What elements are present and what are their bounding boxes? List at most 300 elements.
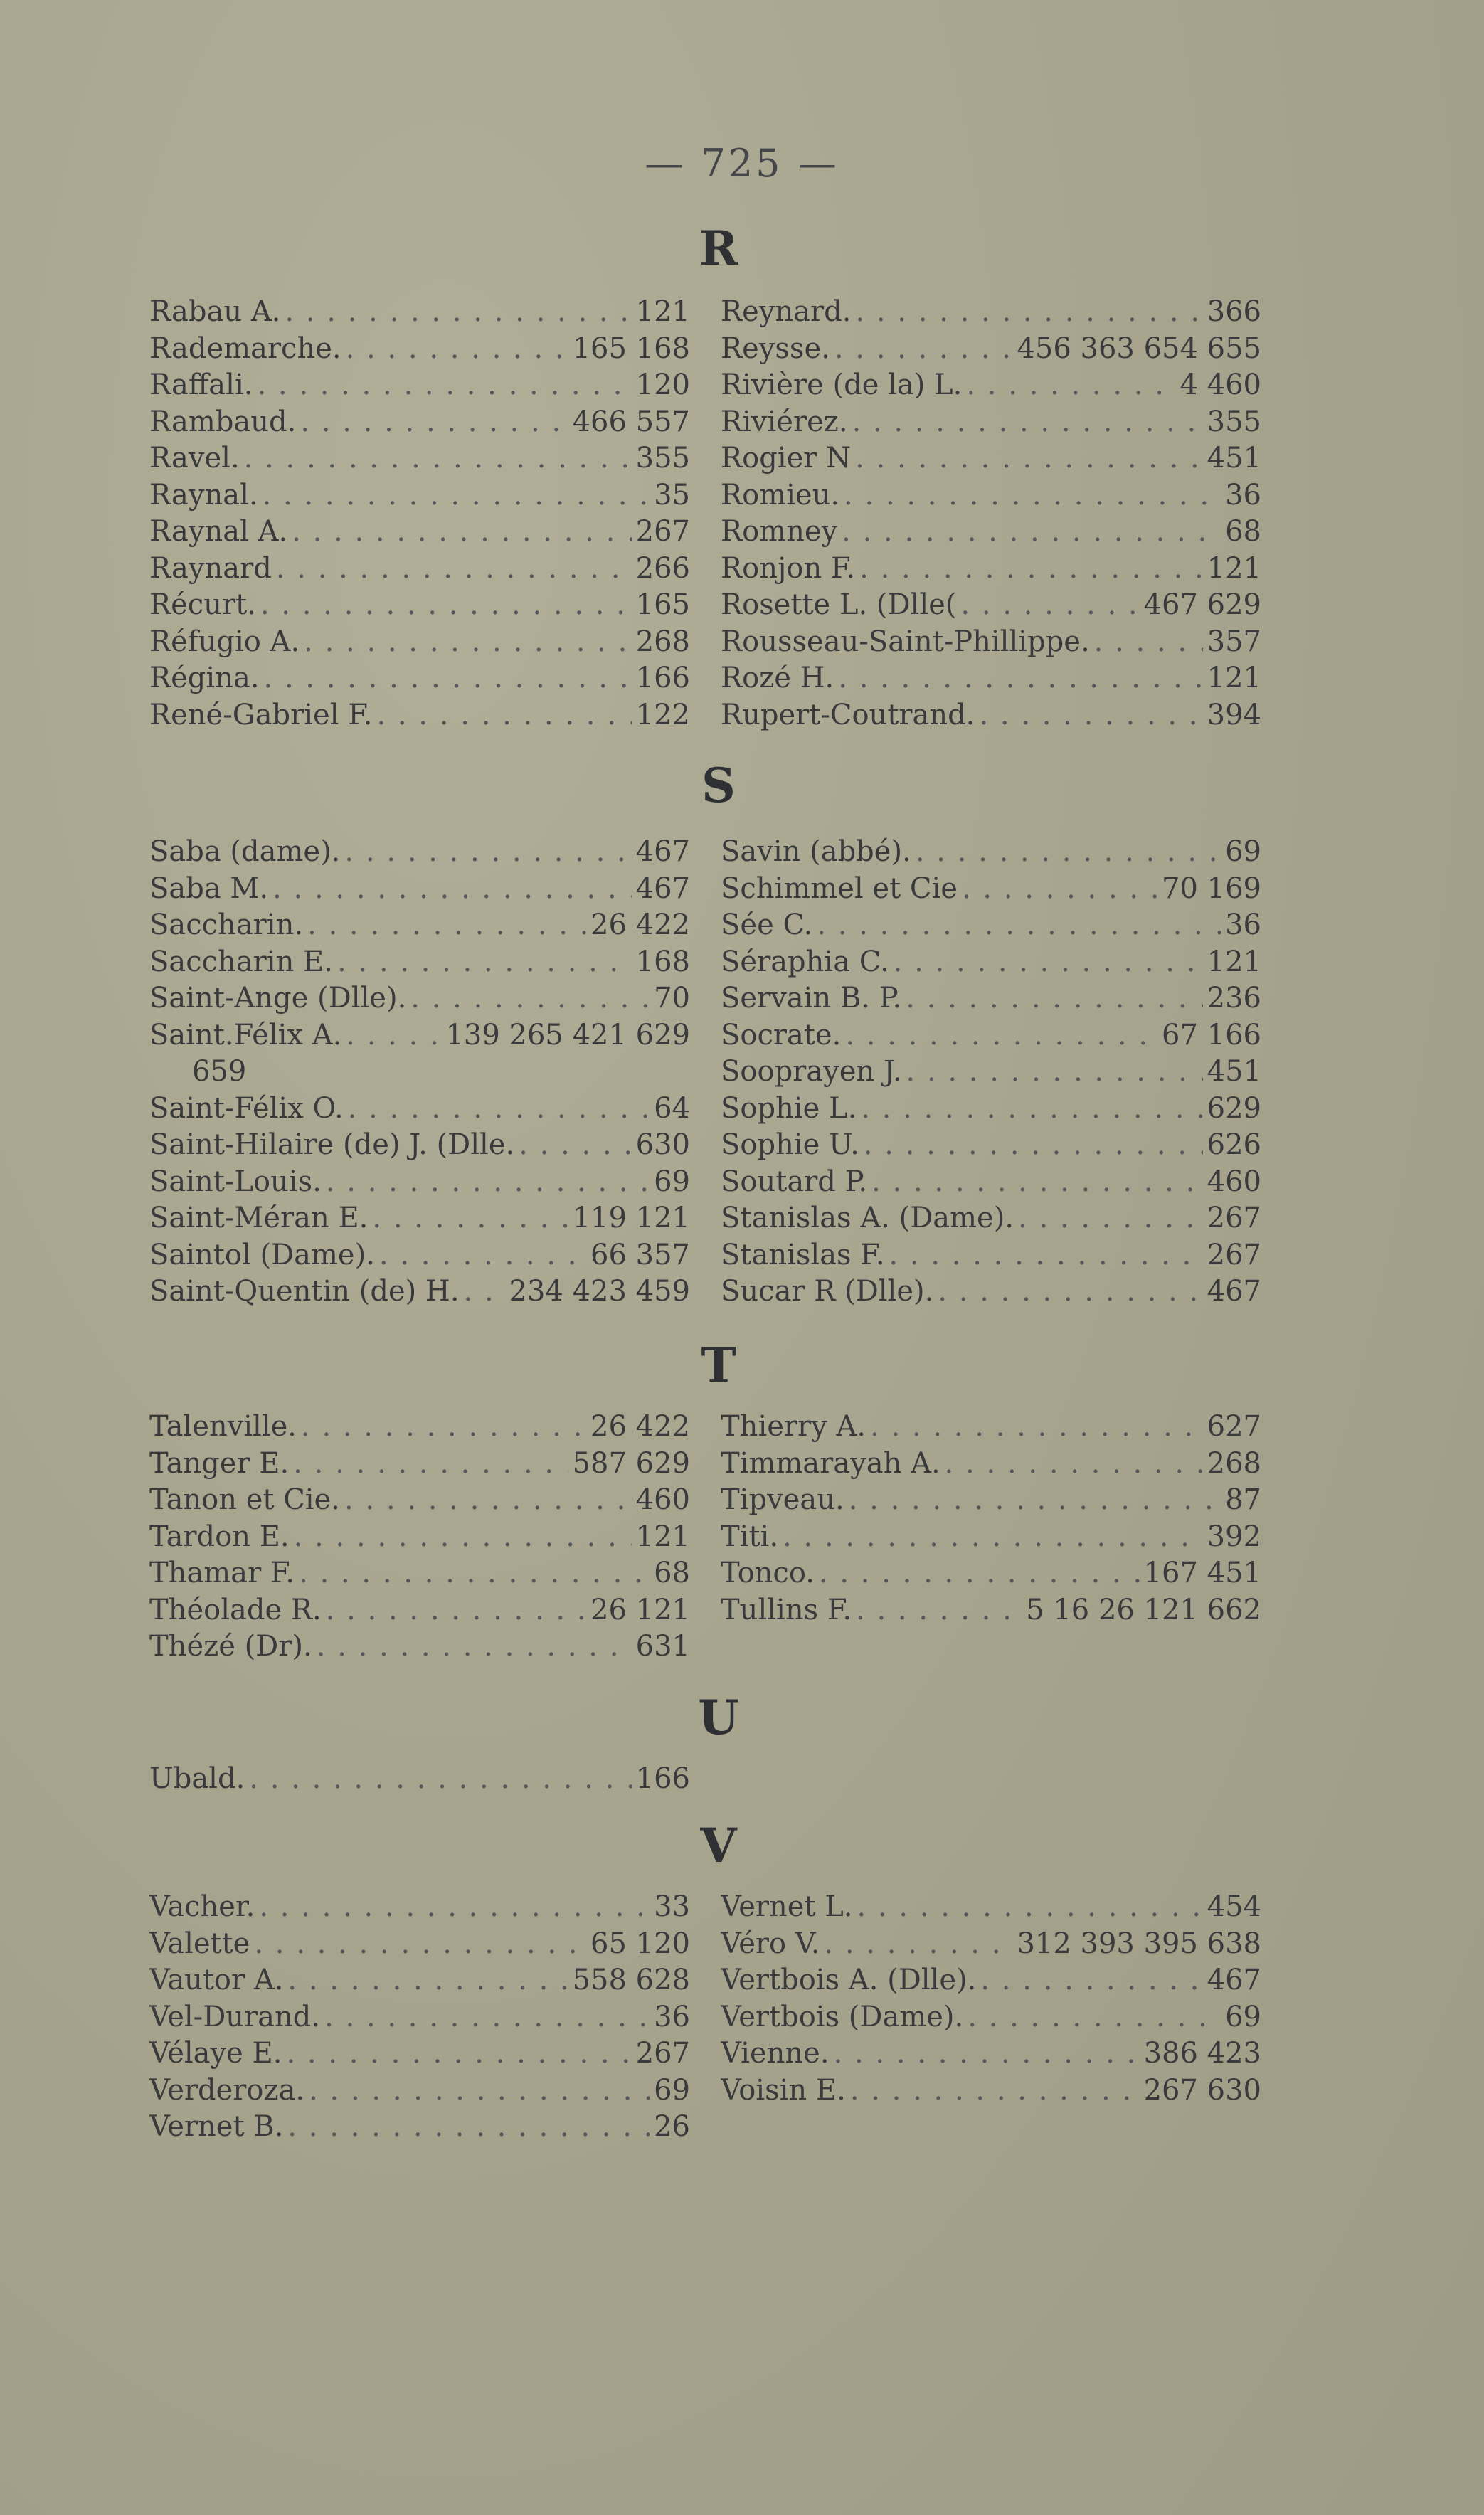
- index-entry: [149, 1054, 690, 1091]
- index-entry: [149, 871, 690, 908]
- dot-leader: [301, 1409, 586, 1446]
- entry-pages: 558 628: [572, 1964, 690, 1996]
- index-entry: [721, 294, 1261, 331]
- entry-pages: 68: [1225, 515, 1261, 548]
- entry-pages: 392: [1207, 1520, 1261, 1553]
- dot-leader: [304, 624, 631, 661]
- index-entry: [721, 1962, 1261, 1999]
- page-number: — 725 —: [645, 141, 839, 186]
- index-entry: [721, 944, 1261, 981]
- index-entry: [149, 1926, 690, 1963]
- index-column-right: [721, 1409, 1261, 1629]
- index-entry: [149, 1091, 690, 1128]
- dot-leader: [980, 1962, 1202, 1999]
- entry-pages: 386 423: [1143, 2037, 1261, 2070]
- index-entry: [149, 331, 690, 368]
- entry-name: Rabau A.: [149, 295, 281, 328]
- dot-leader: [864, 1127, 1203, 1164]
- dot-leader: [285, 294, 631, 331]
- entry-name: Reysse.: [721, 332, 830, 365]
- entry-name: Stanislas F.: [721, 1238, 885, 1271]
- entry-pages: 460: [1207, 1165, 1261, 1198]
- index-entry: [721, 367, 1261, 404]
- entry-name: Tardon E.: [149, 1520, 290, 1553]
- dot-leader: [324, 1999, 650, 2036]
- dot-leader: [856, 1592, 1022, 1629]
- dot-leader: [372, 1200, 568, 1237]
- entry-pages: 355: [1207, 405, 1261, 438]
- entry-pages: 167 451: [1143, 1557, 1261, 1589]
- index-entry: [149, 1017, 690, 1054]
- index-entry: [721, 1274, 1261, 1311]
- entry-pages: 64: [654, 1091, 690, 1125]
- index-entry: [721, 1017, 1261, 1054]
- index-entry: [721, 1127, 1261, 1164]
- index-entry: [721, 1555, 1261, 1592]
- entry-pages: 87: [1225, 1483, 1261, 1516]
- dot-leader: [844, 477, 1221, 514]
- index-entry: [721, 404, 1261, 441]
- dot-leader: [346, 331, 568, 368]
- entry-name: Sophie U.: [721, 1128, 859, 1161]
- entry-pages: 267: [1207, 1238, 1261, 1271]
- dot-leader: [286, 2035, 631, 2072]
- entry-pages: 26 121: [590, 1593, 690, 1626]
- dot-leader: [945, 1446, 1203, 1483]
- entry-name: Saintol (Dame).: [149, 1238, 375, 1271]
- index-entry: [721, 514, 1261, 551]
- index-entry: [721, 1164, 1261, 1201]
- entry-name: Saba M.: [149, 872, 269, 905]
- entry-pages: 65 120: [590, 1927, 690, 1960]
- entry-name: Vel-Durand.: [149, 2000, 321, 2033]
- entry-name: Tanger E.: [149, 1446, 290, 1480]
- index-entry: [149, 477, 690, 514]
- index-entry: [149, 1127, 690, 1164]
- entry-name: Rozé H.: [721, 662, 834, 694]
- entry-pages: 355: [635, 442, 690, 475]
- dot-leader: [276, 551, 632, 588]
- index-entry: [721, 1592, 1261, 1629]
- entry-pages: 36: [654, 2000, 690, 2033]
- index-entry: [149, 587, 690, 624]
- entry-pages: 36: [1225, 478, 1261, 512]
- dot-leader: [838, 660, 1202, 697]
- entry-pages: 33: [654, 1890, 690, 1923]
- index-column-right: [721, 834, 1261, 1311]
- section-letter: S: [701, 758, 736, 813]
- entry-pages: 631: [635, 1630, 690, 1663]
- index-entry: [721, 660, 1261, 697]
- entry-pages: 268: [1207, 1446, 1261, 1480]
- entry-pages: 122: [635, 698, 690, 731]
- entry-name: Saba (dame).: [149, 835, 341, 868]
- entry-name: Vertbois A. (Dlle).: [721, 1964, 977, 1996]
- entry-name: Tonco.: [721, 1557, 815, 1589]
- entry-name: Réfugio A.: [149, 625, 300, 658]
- dot-leader: [1094, 624, 1203, 661]
- entry-name: Sucar R (Dlle).: [721, 1275, 934, 1308]
- entry-name: Rousseau-Saint-Phillippe.: [721, 625, 1090, 658]
- entry-pages: 165: [635, 588, 690, 621]
- dot-leader: [916, 834, 1221, 871]
- index-entry: [721, 440, 1261, 477]
- entry-name: Rademarche.: [149, 332, 341, 365]
- entry-name: Récurt.: [149, 588, 256, 621]
- index-entry: [721, 551, 1261, 588]
- dot-leader: [299, 1555, 650, 1592]
- dot-leader: [294, 1519, 632, 1556]
- entry-name: Verderoza.: [149, 2073, 305, 2107]
- entry-pages: 587 629: [572, 1446, 690, 1480]
- dot-leader: [348, 1091, 650, 1128]
- dot-leader: [264, 660, 632, 697]
- dot-leader: [344, 1482, 632, 1519]
- entry-name: Vautor A.: [149, 1964, 284, 1996]
- entry-pages: 467: [635, 835, 690, 868]
- dot-leader: [346, 1017, 441, 1054]
- section-letter: U: [698, 1690, 739, 1745]
- dot-leader: [979, 697, 1202, 734]
- dot-leader: [326, 1164, 650, 1201]
- dot-leader: [962, 871, 1157, 908]
- entry-pages: 451: [1207, 1055, 1261, 1088]
- entry-pages: 166: [635, 662, 690, 694]
- entry-name: Ronjon F.: [721, 551, 856, 585]
- entry-name: Servain B. P.: [721, 982, 902, 1015]
- index-entry: [721, 1091, 1261, 1128]
- index-entry: [721, 1926, 1261, 1963]
- dot-leader: [966, 367, 1175, 404]
- dot-leader: [259, 1889, 650, 1926]
- entry-name: Rogier N: [721, 442, 852, 475]
- entry-pages: 4 460: [1180, 369, 1261, 401]
- entry-pages: 67 166: [1162, 1018, 1261, 1052]
- entry-name: Saint-Félix O.: [149, 1091, 344, 1125]
- entry-pages: 454: [1207, 1890, 1261, 1923]
- entry-name: Thamar F.: [149, 1557, 295, 1589]
- entry-pages: 120: [635, 369, 690, 401]
- dot-leader: [376, 697, 631, 734]
- entry-name: Raynard: [149, 551, 272, 585]
- dot-leader: [263, 477, 650, 514]
- entry-name: Thézé (Dr).: [149, 1630, 312, 1663]
- entry-name: Voisin E.: [721, 2073, 846, 2107]
- entry-name: Tipveau.: [721, 1483, 844, 1516]
- entry-name: Saint.Félix A.: [149, 1018, 342, 1052]
- entry-name: Vernet L.: [721, 1890, 853, 1923]
- dot-leader: [855, 294, 1202, 331]
- index-entry: [149, 404, 690, 441]
- dot-leader: [379, 1237, 586, 1274]
- dot-leader: [344, 834, 631, 871]
- dot-leader: [307, 907, 586, 944]
- dot-leader: [309, 2072, 650, 2109]
- entry-name: Vertbois (Dame).: [721, 2000, 964, 2033]
- index-entry: [721, 624, 1261, 661]
- entry-name: Saint-Quentin (de) H.: [149, 1275, 460, 1308]
- entry-name: Socrate.: [721, 1018, 842, 1052]
- dot-leader: [834, 2035, 1140, 2072]
- entry-name: Vacher.: [149, 1890, 255, 1923]
- entry-name: Théolade R.: [149, 1593, 322, 1626]
- entry-name: Thierry A.: [721, 1410, 866, 1443]
- dot-leader: [889, 1237, 1203, 1274]
- entry-pages: 121: [1207, 551, 1261, 585]
- dot-leader: [906, 980, 1202, 1017]
- entry-name: Valette: [149, 1927, 250, 1960]
- entry-name: Séraphia C.: [721, 945, 889, 978]
- entry-pages: 312 393 395 638: [1017, 1927, 1261, 1960]
- entry-pages: 460: [635, 1483, 690, 1516]
- index-entry: [721, 697, 1261, 734]
- entry-name: Sée C.: [721, 909, 813, 941]
- index-entry: [149, 1274, 690, 1311]
- entry-name: Titi.: [721, 1520, 779, 1553]
- entry-pages: 26 422: [590, 909, 690, 941]
- dot-leader: [871, 1164, 1203, 1201]
- entry-name: Schimmel et Cie: [721, 872, 958, 905]
- entry-pages: 5 16 26 121 662: [1026, 1593, 1261, 1626]
- entry-pages: 451: [1207, 442, 1261, 475]
- dot-leader: [287, 1962, 568, 1999]
- index-column-right: [721, 1889, 1261, 2109]
- index-entry: [149, 294, 690, 331]
- dot-leader: [1018, 1200, 1203, 1237]
- entry-pages: 121: [635, 1520, 690, 1553]
- dot-leader: [293, 1446, 568, 1483]
- entry-pages: 121: [1207, 945, 1261, 978]
- entry-name: Saint-Ange (Dlle).: [149, 982, 407, 1015]
- entry-pages: 119 121: [572, 1202, 690, 1234]
- entry-pages: 466 557: [572, 405, 690, 438]
- index-column-left: [149, 834, 690, 1311]
- entry-name: Régina.: [149, 662, 260, 694]
- entry-name: Soutard P.: [721, 1165, 868, 1198]
- dot-leader: [859, 551, 1202, 588]
- index-entry: [721, 907, 1261, 944]
- dot-leader: [254, 1926, 586, 1963]
- index-entry: [721, 1889, 1261, 1926]
- dot-leader: [260, 587, 632, 624]
- entry-name: Talenville.: [149, 1410, 297, 1443]
- index-entry: [149, 1237, 690, 1274]
- index-column-left: [149, 1409, 690, 1666]
- entry-pages: 467: [635, 872, 690, 905]
- index-entry: [149, 367, 690, 404]
- index-column-left: [149, 294, 690, 734]
- index-entry: [721, 871, 1261, 908]
- entry-name: Saccharin.: [149, 909, 304, 941]
- dot-leader: [817, 907, 1221, 944]
- index-entry: [721, 1200, 1261, 1237]
- index-entry: [149, 907, 690, 944]
- entry-pages: 267: [1207, 1202, 1261, 1234]
- entry-pages: 234 423 459: [509, 1275, 690, 1308]
- index-column-right: [721, 294, 1261, 734]
- index-entry: [721, 1519, 1261, 1556]
- dot-leader: [326, 1592, 586, 1629]
- entry-pages: 467: [1207, 1275, 1261, 1308]
- index-entry: [721, 587, 1261, 624]
- entry-name: Rosette L. (Dlle(: [721, 588, 957, 621]
- dot-leader: [300, 404, 568, 441]
- entry-name: Sophie L.: [721, 1091, 857, 1125]
- entry-name: Romieu.: [721, 478, 840, 512]
- index-entry: [721, 331, 1261, 368]
- dot-leader: [410, 980, 650, 1017]
- entry-pages: 121: [1207, 662, 1261, 694]
- index-entry: [149, 1519, 690, 1556]
- entry-pages: 69: [1225, 835, 1261, 868]
- entry-pages: 168: [635, 945, 690, 978]
- entry-name: Romney: [721, 515, 838, 548]
- entry-pages: 394: [1207, 698, 1261, 731]
- section-letter: V: [700, 1818, 737, 1873]
- index-entry: [721, 834, 1261, 871]
- dot-leader: [850, 2072, 1140, 2109]
- index-entry: [721, 1054, 1261, 1091]
- entry-pages: 36: [1225, 909, 1261, 941]
- dot-leader: [894, 944, 1203, 981]
- entry-pages: 165 168: [572, 332, 690, 365]
- dot-leader: [861, 1091, 1202, 1128]
- index-entry: [149, 1446, 690, 1483]
- entry-name: Rivière (de la) L.: [721, 369, 963, 401]
- dot-leader: [968, 1999, 1221, 2036]
- dot-leader: [519, 1127, 631, 1164]
- section-letter: R: [699, 221, 738, 276]
- index-entry: [149, 1409, 690, 1446]
- entry-pages: 68: [654, 1557, 690, 1589]
- dot-leader: [249, 1761, 631, 1798]
- index-entry: [149, 514, 690, 551]
- dot-leader: [852, 404, 1203, 441]
- entry-name: Saint-Méran E.: [149, 1202, 369, 1234]
- entry-name: Vienne.: [721, 2037, 830, 2070]
- dot-leader: [464, 1274, 505, 1311]
- section-letter: T: [701, 1338, 736, 1393]
- dot-leader: [257, 367, 631, 404]
- entry-name: Ravel.: [149, 442, 240, 475]
- entry-name: Riviérez.: [721, 405, 848, 438]
- entry-pages: 121: [635, 295, 690, 328]
- entry-pages: 467: [1207, 1964, 1261, 1996]
- entry-name: Raffali.: [149, 369, 253, 401]
- entry-pages: 456 363 654 655: [1017, 332, 1261, 365]
- entry-name: Vélaye E.: [149, 2037, 282, 2070]
- index-entry: [149, 2109, 690, 2146]
- dot-leader: [337, 944, 632, 981]
- index-entry: [721, 477, 1261, 514]
- index-entry: [149, 1999, 690, 2036]
- dot-leader: [783, 1519, 1203, 1556]
- entry-pages: 26: [654, 2110, 690, 2143]
- dot-leader: [244, 440, 632, 477]
- entry-pages: 236: [1207, 982, 1261, 1015]
- index-entry: [149, 697, 690, 734]
- entry-pages: 69: [654, 2073, 690, 2107]
- entry-name: Vernet B.: [149, 2110, 284, 2143]
- entry-pages: 35: [654, 478, 690, 512]
- entry-pages: 366: [1207, 295, 1261, 328]
- index-entry: [149, 944, 690, 981]
- entry-name: Tullins F.: [721, 1593, 852, 1626]
- entry-pages: 357: [1207, 625, 1261, 658]
- index-entry: [149, 1962, 690, 1999]
- index-entry: [721, 2072, 1261, 2109]
- index-entry: [721, 1446, 1261, 1483]
- entry-name: Sooprayen J.: [721, 1055, 902, 1088]
- index-entry: [721, 1999, 1261, 2036]
- entry-pages: 139 265 421 629: [445, 1018, 690, 1052]
- entry-name: Rupert-Coutrand.: [721, 698, 975, 731]
- entry-name: Ubald.: [149, 1762, 245, 1795]
- entry-pages: 630: [635, 1128, 690, 1161]
- entry-name: Rambaud.: [149, 405, 297, 438]
- dot-leader: [834, 331, 1013, 368]
- entry-pages: 626: [1207, 1128, 1261, 1161]
- dot-leader: [845, 1017, 1157, 1054]
- entry-pages: 629: [1207, 1091, 1261, 1125]
- entry-pages: 627: [1207, 1410, 1261, 1443]
- dot-leader: [906, 1054, 1203, 1091]
- index-entry: [149, 1889, 690, 1926]
- dot-leader: [842, 514, 1221, 551]
- entry-pages: 267 630: [1143, 2073, 1261, 2107]
- entry-pages: 467 629: [1143, 588, 1261, 621]
- index-entry: [721, 1237, 1261, 1274]
- dot-leader: [849, 1482, 1221, 1519]
- entry-pages: 69: [1225, 2000, 1261, 2033]
- entry-name: Savin (abbé).: [721, 835, 911, 868]
- index-entry: [149, 2035, 690, 2072]
- entry-pages: 69: [654, 1165, 690, 1198]
- index-entry: [721, 980, 1261, 1017]
- entry-name: Saint-Louis.: [149, 1165, 322, 1198]
- entry-name: Raynal A.: [149, 515, 288, 548]
- index-entry: [149, 624, 690, 661]
- entry-pages: 70: [654, 982, 690, 1015]
- index-entry: [149, 1555, 690, 1592]
- dot-leader: [819, 1555, 1140, 1592]
- index-entry: [149, 551, 690, 588]
- entry-name: Saccharin E.: [149, 945, 333, 978]
- index-entry: [149, 440, 690, 477]
- index-entry: [149, 2072, 690, 2109]
- index-entry: [149, 980, 690, 1017]
- dot-leader: [938, 1274, 1202, 1311]
- entry-pages: 267: [635, 515, 690, 548]
- index-column-left: [149, 1761, 690, 1798]
- entry-pages: 267: [635, 2037, 690, 2070]
- dot-leader: [857, 1889, 1203, 1926]
- entry-pages: 166: [635, 1762, 690, 1795]
- entry-name: Saint-Hilaire (de) J. (Dlle.: [149, 1128, 515, 1161]
- entry-pages: 266: [635, 551, 690, 585]
- entry-name: Reynard.: [721, 295, 852, 328]
- index-entry: [149, 1482, 690, 1519]
- entry-name: Timmarayah A.: [721, 1446, 940, 1480]
- dot-leader: [292, 514, 631, 551]
- index-entry: [149, 660, 690, 697]
- index-entry: [149, 1200, 690, 1237]
- index-entry: [149, 1164, 690, 1201]
- entry-name: 659: [192, 1055, 247, 1088]
- index-entry: [149, 1761, 690, 1798]
- dot-leader: [317, 1629, 632, 1666]
- index-entry: [149, 1629, 690, 1666]
